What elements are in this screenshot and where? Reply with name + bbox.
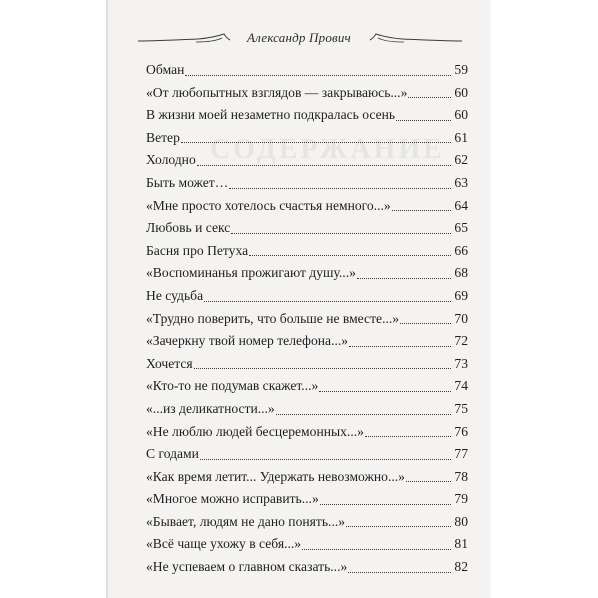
toc-entry [146, 556, 468, 579]
toc-entry-title: «Многое можно исправить...» [146, 491, 319, 507]
toc-entry-page: 60 [454, 84, 468, 100]
toc-entry-title: Басня про Петуха [146, 242, 249, 258]
toc-entry [146, 127, 468, 150]
toc-leader-dots [194, 368, 451, 369]
toc-entry-page: 66 [454, 242, 468, 258]
toc-entry-page: 81 [454, 536, 468, 552]
toc-entry-page: 82 [454, 559, 468, 575]
toc-entry-page: 63 [454, 174, 468, 190]
toc-leader-dots [185, 75, 451, 76]
toc-entry-title: Ветер [146, 129, 180, 145]
toc-entry [146, 398, 468, 421]
toc-leader-dots [349, 346, 451, 347]
right-ornament-icon [368, 32, 464, 46]
toc-entry [146, 330, 468, 353]
toc-entry-page: 69 [454, 287, 468, 303]
toc-leader-dots [357, 278, 451, 279]
toc-entry [146, 262, 468, 285]
table-of-contents [146, 59, 468, 579]
toc-entry-page: 76 [454, 423, 468, 439]
toc-entry-title: Любовь и секс [146, 220, 231, 236]
toc-entry-title: «Не люблю людей бесцеремонных...» [146, 423, 364, 439]
toc-entry-title: «Мне просто хотелось счастья немного...» [146, 197, 391, 213]
toc-leader-dots [302, 549, 451, 550]
toc-entry-page: 60 [454, 107, 468, 123]
toc-entry-page: 73 [454, 355, 468, 371]
toc-entry [146, 511, 468, 534]
toc-entry-title: С годами [146, 446, 199, 462]
toc-leader-dots [204, 301, 451, 302]
toc-leader-dots [231, 233, 451, 234]
toc-entry-page: 72 [454, 333, 468, 349]
toc-entry-title: «Воспоминанья прожигают душу...» [146, 265, 356, 281]
toc-entry [146, 82, 468, 105]
toc-leader-dots [197, 165, 451, 166]
toc-entry-title: Быть может… [146, 174, 229, 190]
toc-entry [146, 488, 468, 511]
toc-leader-dots [200, 459, 451, 460]
toc-entry [146, 421, 468, 444]
toc-entry [146, 172, 468, 195]
toc-entry-page: 77 [454, 446, 468, 462]
toc-entry [146, 466, 468, 489]
toc-leader-dots [249, 255, 451, 256]
toc-entry-page: 62 [454, 152, 468, 168]
toc-entry-page: 59 [454, 62, 468, 77]
toc-leader-dots [181, 142, 451, 143]
toc-entry-title: Обман [146, 62, 185, 77]
toc-entry [146, 149, 468, 172]
toc-entry-page: 61 [454, 129, 468, 145]
toc-entry [146, 195, 468, 218]
toc-entry-page: 75 [454, 400, 468, 416]
toc-entry-title: «Кто-то не подумав скажет...» [146, 378, 319, 394]
toc-entry-title: «От любопытных взглядов — закрываюсь...» [146, 84, 408, 100]
toc-entry-title: «Не успеваем о главном сказать...» [146, 559, 348, 575]
toc-entry-title: «Зачеркну твой номер телефона...» [146, 333, 349, 349]
toc-entry [146, 375, 468, 398]
toc-entry-title: «Бывает, людям не дано понять...» [146, 513, 346, 529]
toc-leader-dots [406, 481, 451, 482]
toc-entry-title: Не судьба [146, 287, 204, 303]
toc-entry [146, 59, 468, 82]
toc-leader-dots [408, 97, 451, 98]
toc-entry [146, 308, 468, 331]
toc-entry-page: 65 [454, 220, 468, 236]
toc-entry-page: 74 [454, 378, 468, 394]
toc-entry-title: В жизни моей незаметно подкралась осень [146, 107, 396, 123]
toc-entry [146, 285, 468, 308]
toc-entry [146, 240, 468, 263]
toc-entry-title: Холодно [146, 152, 196, 168]
toc-leader-dots [400, 323, 451, 324]
toc-entry-page: 70 [454, 310, 468, 326]
toc-entry [146, 217, 468, 240]
toc-entry-page: 64 [454, 197, 468, 213]
toc-entry-page: 68 [454, 265, 468, 281]
toc-entry-title: «...из деликатности...» [146, 400, 275, 416]
toc-entry-title: «Всё чаще ухожу в себя...» [146, 536, 302, 552]
toc-leader-dots [276, 414, 451, 415]
toc-leader-dots [229, 188, 451, 189]
toc-entry-page: 78 [454, 468, 468, 484]
toc-entry-title: «Трудно поверить, что больше не вместе...» [146, 310, 400, 326]
toc-leader-dots [365, 436, 451, 437]
toc-entry [146, 443, 468, 466]
toc-entry-page: 80 [454, 513, 468, 529]
toc-leader-dots [346, 526, 451, 527]
toc-entry [146, 353, 468, 376]
toc-leader-dots [320, 504, 451, 505]
show-through-text: СОДЕРЖАНИЕ [210, 134, 445, 165]
toc-leader-dots [348, 572, 451, 573]
toc-entry [146, 533, 468, 556]
running-header [108, 30, 490, 52]
toc-leader-dots [319, 391, 451, 392]
toc-entry-title: Хочется [146, 355, 193, 371]
toc-entry [146, 104, 468, 127]
toc-entry-page: 79 [454, 491, 468, 507]
toc-leader-dots [392, 210, 451, 211]
toc-leader-dots [396, 120, 451, 121]
header-author: Александр Прович [247, 30, 351, 45]
toc-entry-title: «Как время летит... Удержать невозможно...» [146, 468, 405, 484]
